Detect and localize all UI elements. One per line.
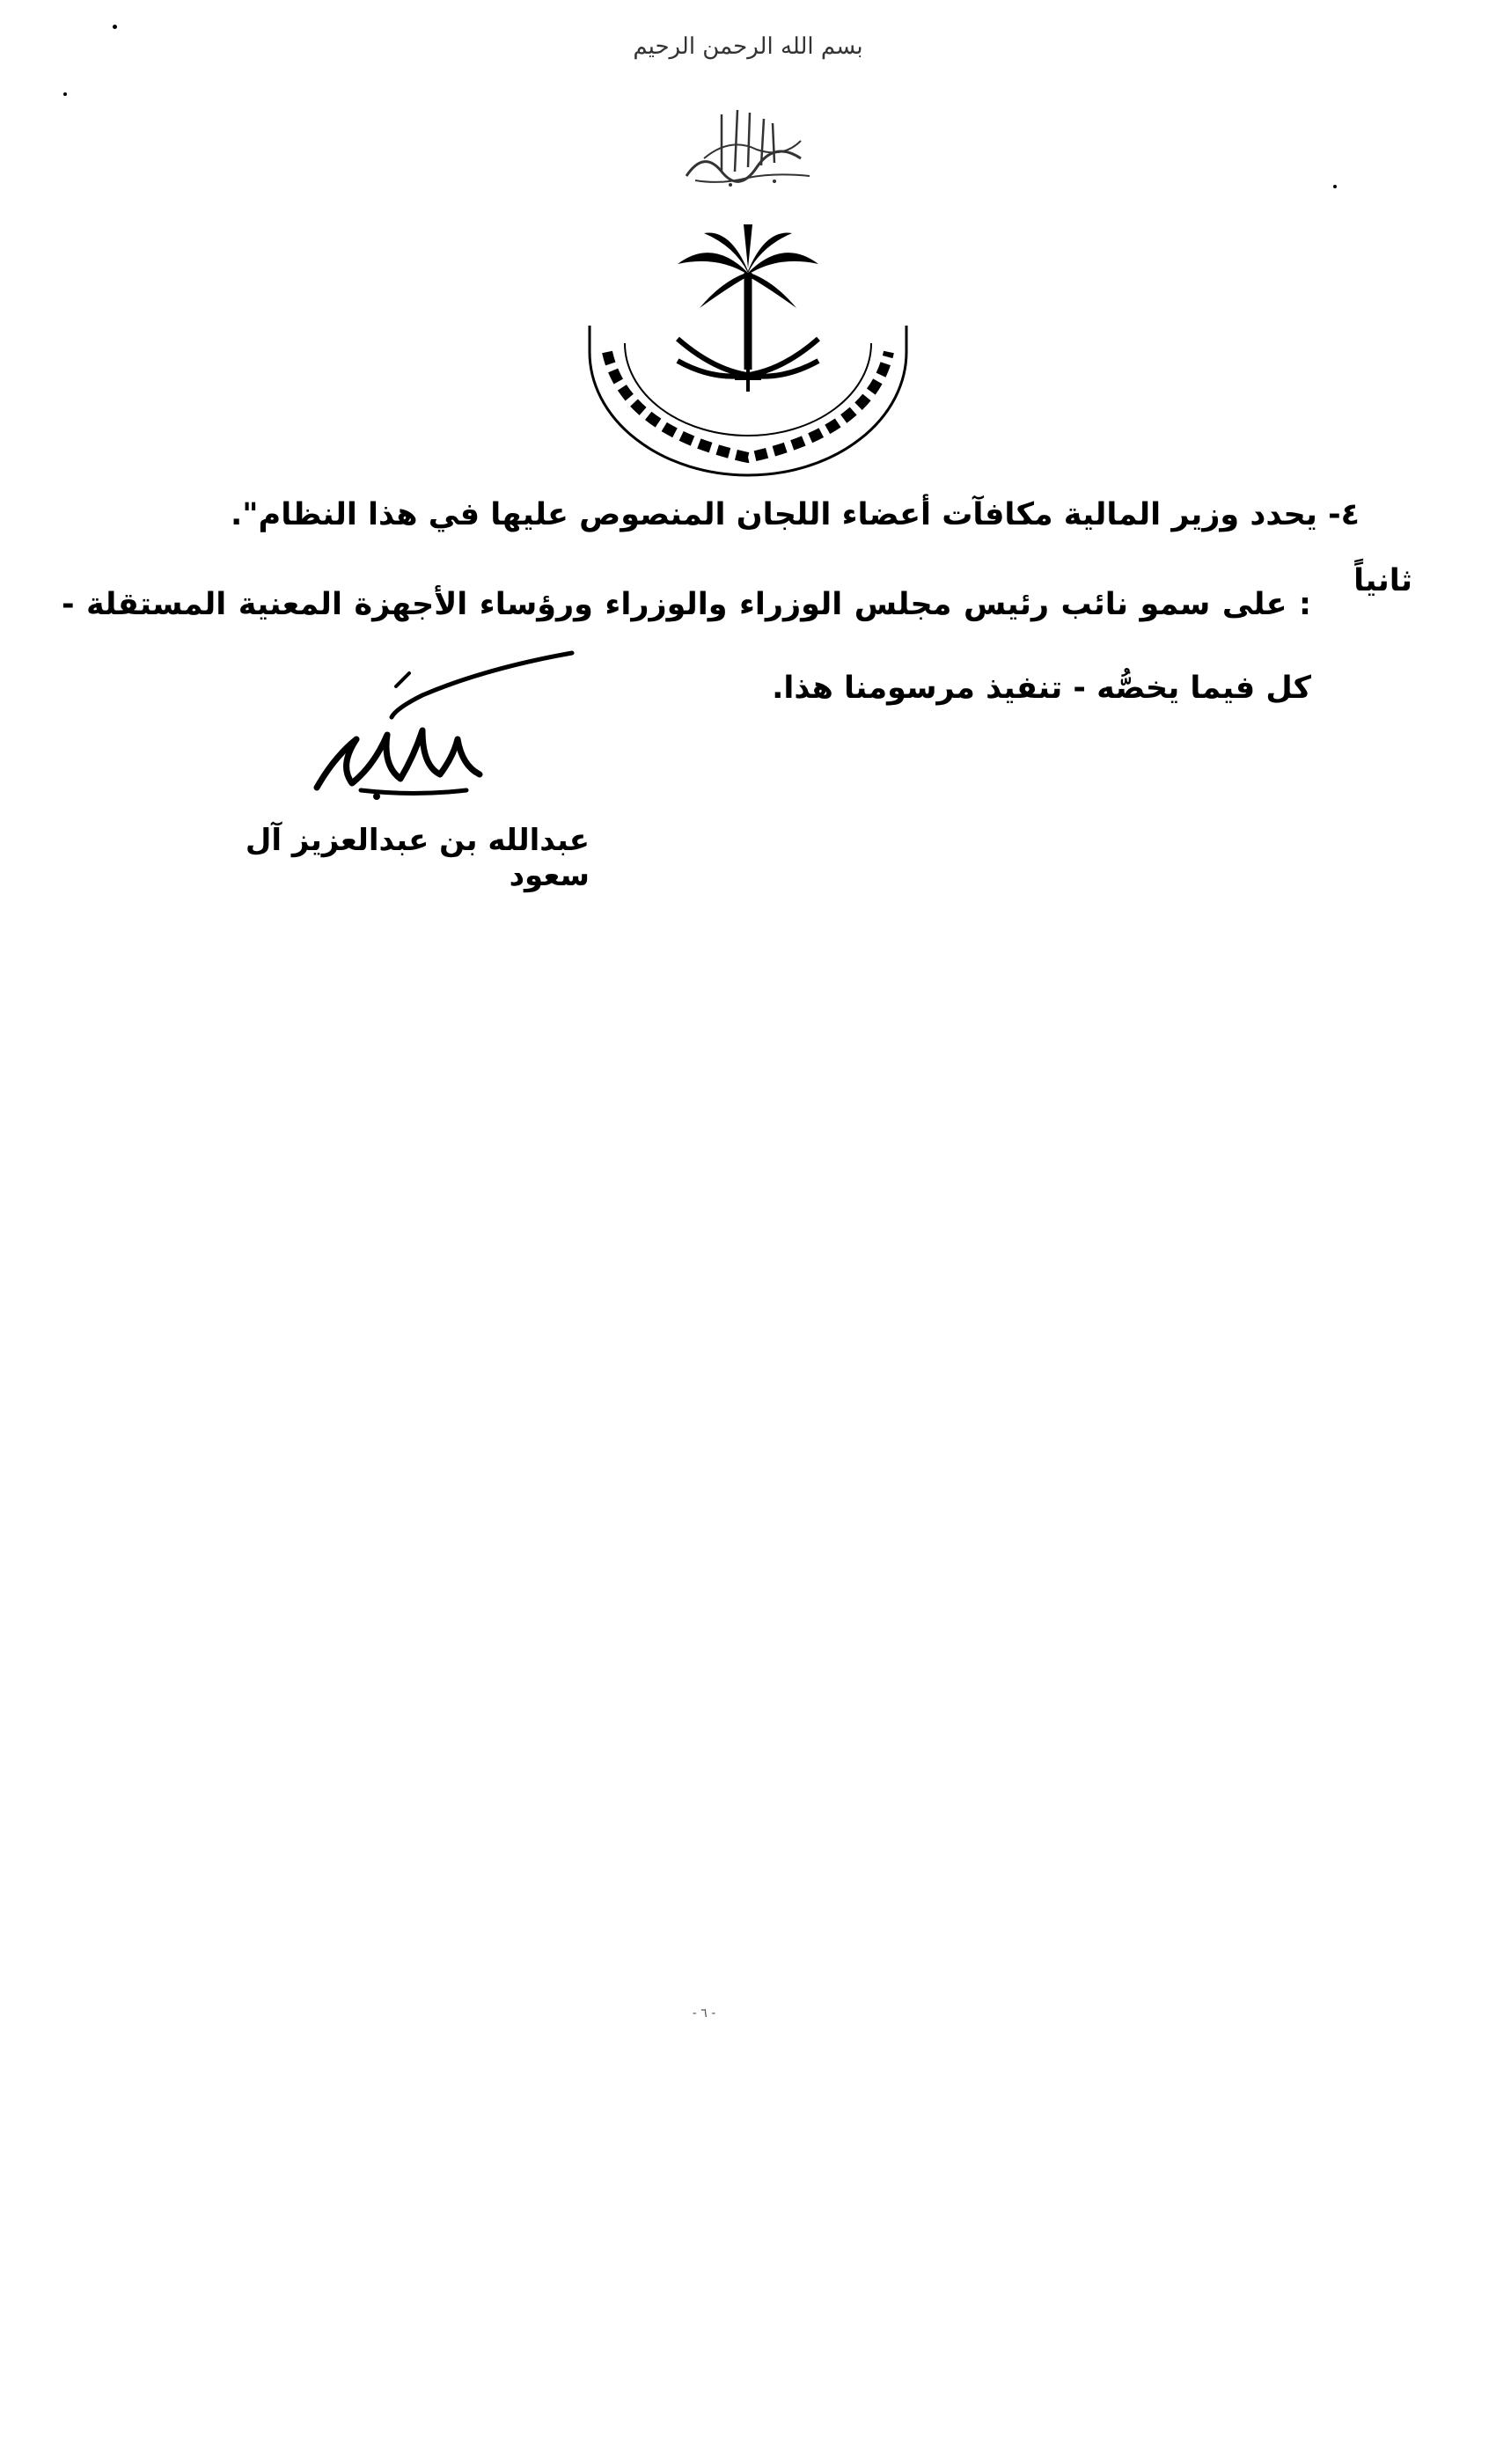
royal-emblem (554, 220, 942, 488)
scan-speck (1333, 185, 1337, 188)
page-number: - ٦ - (692, 2006, 716, 2020)
scan-speck (113, 25, 117, 29)
scan-speck (63, 92, 67, 96)
handwritten-signature (290, 634, 590, 813)
shahada-calligraphy (669, 97, 827, 197)
signer-name: عبدالله بن عبدالعزيز آل سعود (245, 823, 590, 893)
palm-tree-icon (678, 224, 818, 370)
second-article-text: : على سمو نائب رئيس مجلس الوزراء والوزراء ورؤساء الأجهزة المعنية المستقلة - كل فيما يخصُّه - تنفيذ مرسومنا هذا. (62, 587, 1311, 706)
second-article-label: ثانياً (1353, 563, 1412, 598)
clause-4-text: ٤- يحدد وزير المالية مكافآت أعضاء اللجان المنصوص عليها في هذا النظام". (231, 497, 1360, 532)
basmala-calligraphy: بسم الله الرحمن الرحيم (633, 33, 863, 60)
